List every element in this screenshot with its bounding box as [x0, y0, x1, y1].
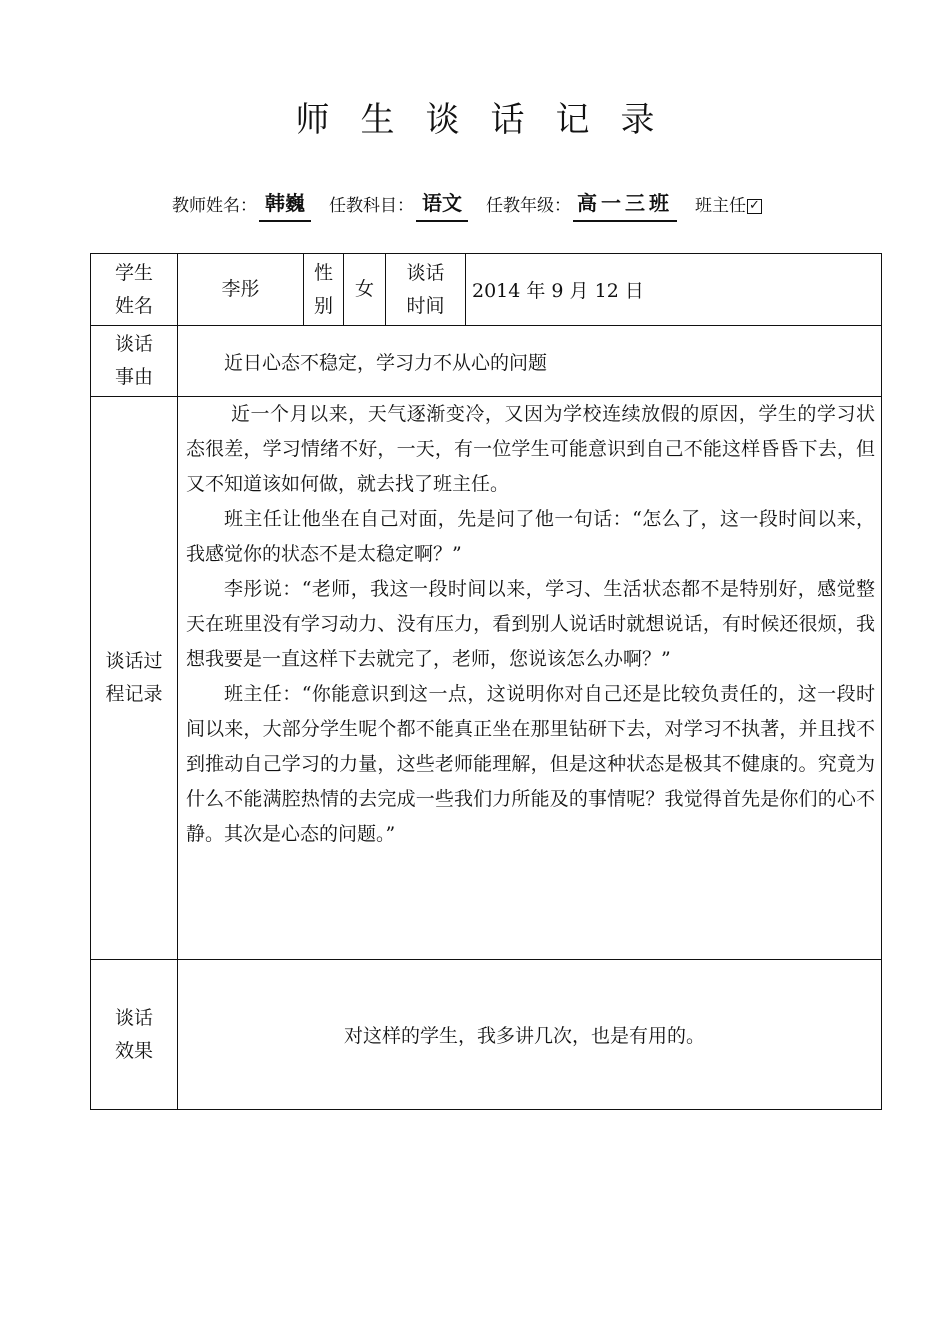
grade-label: 任教年级： [486, 196, 571, 216]
gender-value: 女 [344, 254, 386, 326]
subject-value: 语文 [416, 187, 468, 222]
process-paragraph-4: 班主任：“你能意识到这一点，这说明你对自己还是比较负责任的，这一段时间以来，大部分学生呢个都不能真正坐在那里钻研下去，对学习不执著，并且找不到推动自己学习的力量，这些老师能理解，但是这种状态是极其不健康的。究竟为什么不能满腔热情的去完成一些我们力所能及的事情呢？我觉得首先是你们的心不静。其次是心态的问题。” [186, 683, 875, 845]
teacher-name-value: 韩巍 [259, 187, 311, 222]
homeroom-label: 班主任 [695, 196, 746, 216]
effect-value: 对这样的学生，我多讲几次，也是有用的。 [178, 960, 882, 1110]
process-paragraph-3: 李彤说：“老师，我这一段时间以来，学习、生活状态都不是特别好，感觉整天在班里没有学习动力、没有压力，看到别人说话时就想说话，有时候还很烦，我想我要是一直这样下去就完了，老师，您说该怎么办啊？” [186, 578, 875, 670]
subject-label: 任教科目： [329, 196, 414, 216]
effect-row [91, 960, 882, 1110]
teacher-name-label: 教师姓名： [172, 196, 257, 216]
student-name-label-text: 学生姓名 [114, 261, 153, 317]
process-paragraph-1: 近一个月以来，天气逐渐变冷，又因为学校连续放假的原因，学生的学习状态很差，学习情绪不好，一天，有一位学生可能意识到自己不能这样昏昏下去，但又不知道该如何做，就去找了班主任。 [186, 403, 875, 495]
time-value: 2014 年 9 月 12 日 [466, 254, 882, 326]
record-table [90, 253, 882, 1110]
homeroom-checkbox[interactable]: ✓ [747, 199, 762, 214]
reason-label-text: 谈话事由 [114, 333, 153, 388]
page-title: 师生谈话记录 [295, 100, 686, 140]
basic-info-row [91, 254, 882, 326]
time-label [386, 254, 466, 326]
reason-label [91, 326, 178, 397]
student-name-label [91, 254, 178, 326]
process-paragraph-2: 班主任让他坐在自己对面，先是问了他一句话：“怎么了，这一段时间以来，我感觉你的状态不是太稳定啊？” [186, 508, 875, 565]
effect-label-text: 谈话效果 [114, 1006, 153, 1062]
process-label [91, 397, 178, 960]
time-label-text: 谈话时间 [406, 261, 445, 317]
grade-value: 高一三班 [573, 187, 677, 222]
gender-label-text: 性别 [313, 261, 333, 317]
teacher-info-line [172, 182, 762, 222]
reason-value: 近日心态不稳定，学习力不从心的问题 [178, 326, 882, 397]
effect-label [91, 960, 178, 1110]
process-label-text: 谈话过程记录 [105, 650, 163, 705]
reason-row [91, 326, 882, 397]
gender-label [304, 254, 344, 326]
student-name-value: 李彤 [178, 254, 304, 326]
process-record [178, 397, 882, 960]
process-row [91, 397, 882, 960]
